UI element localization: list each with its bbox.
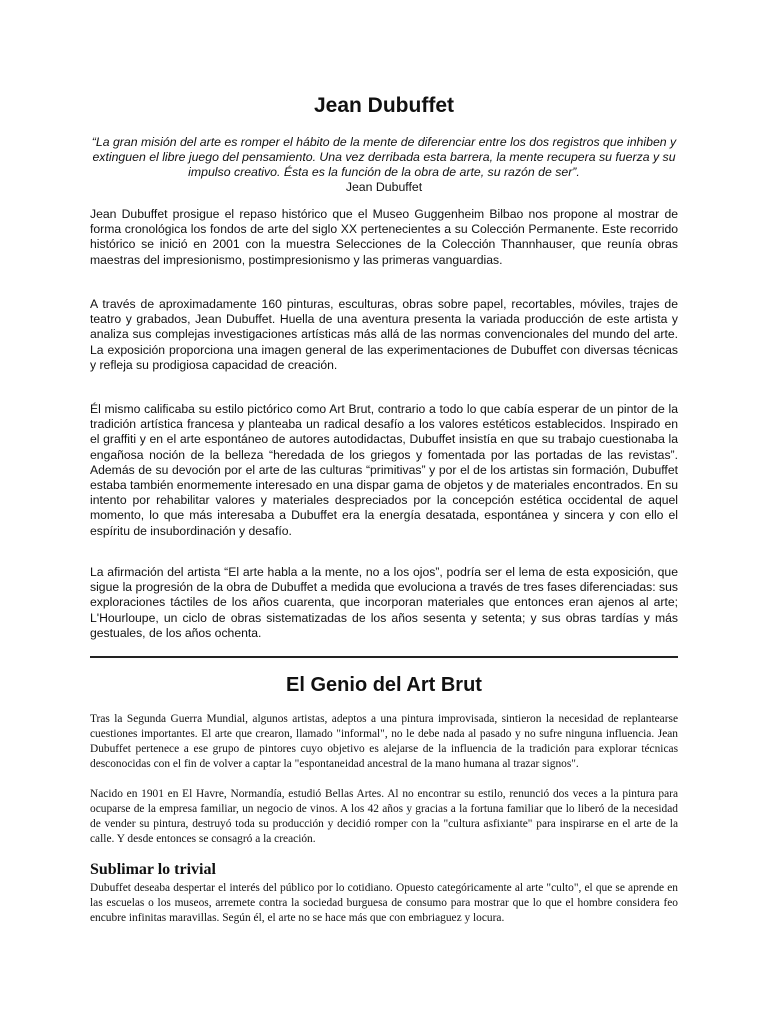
section-title: El Genio del Art Brut bbox=[286, 674, 482, 696]
intro-paragraph: Jean Dubuffet prosigue el repaso histórico que el Museo Guggenheim Bilbao nos propone al mostrar de forma cronológica los fondos de arte del siglo XX pertenecientes a su Colección Permanente. Este recorrido histórico se inició en 2001 con la muestra Selecciones de la Colección Thannhauser, que reunía obras maestras del impresionismo, postimpresionismo y las primeras vanguardias. bbox=[90, 207, 678, 267]
section-divider bbox=[90, 656, 678, 658]
page-title: Jean Dubuffet bbox=[313, 94, 454, 117]
subsection-paragraph: Dubuffet deseaba despertar el interés del público por lo cotidiano. Opuesto categóricamente al arte "culto", el que se aprende en las escuelas o los museos, arremete contra la sociedad burguesa de consumo para mostrar que lo que el hombre considera feo encubre infinitas maravillas. Según él, el arte no se hace más que con embriaguez y locura. bbox=[90, 882, 678, 925]
subsection-title: Sublimar lo trivial bbox=[90, 861, 216, 878]
exhibition-paragraph: A través de aproximadamente 160 pinturas, esculturas, obras sobre papel, recortables, móviles, trajes de teatro y grabados, Jean Dubuffet. Huella de una aventura presenta la variada producción de este artista y analiza sus complejas investigaciones artísticas más allá de las normas convencionales del mundo del arte. La exposición proporciona una imagen general de las experimentaciones de Dubuffet con diversas técnicas y refleja su prodigiosa capacidad de creación. bbox=[90, 297, 678, 372]
art-brut-paragraph: Él mismo calificaba su estilo pictórico como Art Brut, contrario a todo lo que cabía esperar de un pintor de la tradición artística francesa y planteaba un radical desafío a los valores estéticos establecidos. Inspirado en el graffiti y en el arte espontáneo de autores autodidactas, Dubuffet insistía en que su trabajo cuestionaba la engañosa noción de la belleza “heredada de los griegos y fomentada por las portadas de las revistas”. Además de su devoción por el arte de las culturas “primitivas” y por el de los artistas sin formación, Dubuffet estaba también enormemente interesado en una dispar gama de objetos y de materiales encontrados. En su intento por rehabilitar valores y materiales despreciados por la concepción estética occidental de aquel momento, lo que más interesaba a Dubuffet era la energía desatada, espontánea y sincera y con ello el espíritu de insubordinación y desafío. bbox=[90, 402, 678, 538]
epigraph-author: Jean Dubuffet bbox=[345, 180, 423, 194]
section-paragraph-biography: Nacido en 1901 en El Havre, Normandía, estudió Bellas Artes. Al no encontrar su estilo, renunció dos veces a la pintura para ocuparse de la empresa familiar, un negocio de vinos. A los 42 años y gracias a la fortuna familiar que lo liberó de la necesidad de vender su pintura, destruyó toda su producción y decidió romper con la "cultura asfixiante" para inspirarse en el arte de la calle. Y desde entonces se consagró a la creación. bbox=[90, 788, 678, 846]
section-paragraph-informal: Tras la Segunda Guerra Mundial, algunos artistas, adeptos a una pintura improvisada, sintieron la necesidad de replantearse cuestiones importantes. El arte que crearon, llamado "informal", no le debe nada al pasado y no sufre ninguna influencia. Jean Dubuffet pertenece a ese grupo de pintores cuyo objetivo es alejarse de la influencia de la tradición para explorar técnicas desconocidas con el fin de volver a captar la "espontaneidad ancestral de la mano humana al trazar signos". bbox=[90, 713, 678, 771]
phases-paragraph: La afirmación del artista “El arte habla a la mente, no a los ojos”, podría ser el lema de esta exposición, que sigue la progresión de la obra de Dubuffet a medida que evoluciona a través de tres fases diferenciadas: sus exploraciones táctiles de los años cuarenta, que incorporan materiales que entonces eran ajenos al arte; L'Hourloupe, un ciclo de obras sistematizadas de los años sesenta y setenta; y sus obras tardías y más gestuales, de los años ochenta. bbox=[90, 565, 678, 640]
epigraph-quote: “La gran misión del arte es romper el hábito de la mente de diferenciar entre los dos registros que inhiben y extinguen el libre juego del pensamiento. Una vez derribada esta barrera, la mente recupera su fuerza y su impulso creativo. Ésta es la función de la obra de arte, su razón de ser”. bbox=[91, 135, 677, 180]
